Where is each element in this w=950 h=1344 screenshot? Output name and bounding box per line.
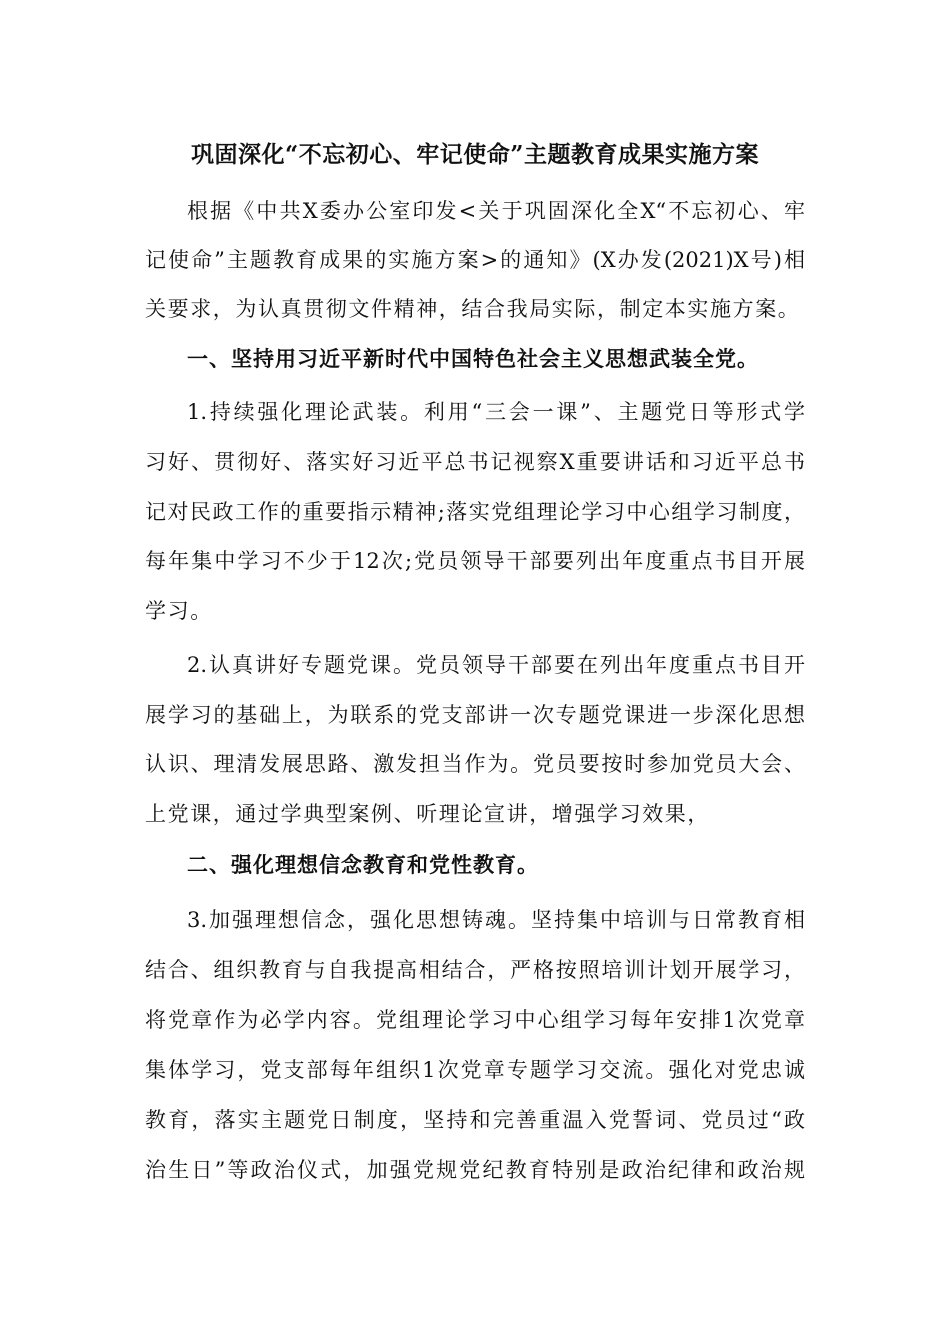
- paragraph-line: 记使命”主题教育成果的实施方案>的通知》(X办发(2021)X号)相: [145, 248, 805, 272]
- paragraph-line: 学习。: [145, 599, 213, 623]
- section-heading-2: 二、强化理想信念教育和党性教育。: [187, 852, 539, 877]
- paragraph-line: 上党课，通过学典型案例、听理论宣讲，增强学习效果，: [145, 802, 710, 826]
- section-heading-1: 一、坚持用习近平新时代中国特色社会主义思想武装全党。: [187, 346, 759, 371]
- paragraph-line: 关要求，为认真贯彻文件精神，结合我局实际，制定本实施方案。: [145, 297, 801, 321]
- paragraph-line: 根据《中共X委办公室印发<关于巩固深化全X“不忘初心、牢: [187, 199, 805, 223]
- paragraph-line: 记对民政工作的重要指示精神;落实党组理论学习中心组学习制度，: [145, 500, 805, 524]
- paragraph-line: 将党章作为必学内容。党组理论学习中心组学习每年安排1次党章: [145, 1008, 805, 1032]
- paragraph-line: 集体学习，党支部每年组织1次党章专题学习交流。强化对党忠诚: [145, 1058, 805, 1082]
- paragraph-line: 认识、理清发展思路、激发担当作为。党员要按时参加党员大会、: [145, 752, 805, 776]
- paragraph-line: 3.加强理想信念，强化思想铸魂。坚持集中培训与日常教育相: [187, 908, 805, 932]
- paragraph-line: 结合、组织教育与自我提高相结合，严格按照培训计划开展学习，: [145, 958, 805, 982]
- paragraph-line: 治生日”等政治仪式，加强党规党纪教育特别是政治纪律和政治规: [145, 1158, 805, 1182]
- paragraph-line: 习好、贯彻好、落实好习近平总书记视察X重要讲话和习近平总书: [145, 450, 805, 474]
- paragraph-line: 教育，落实主题党日制度，坚持和完善重温入党誓词、党员过“政: [145, 1108, 805, 1132]
- paragraph-line: 每年集中学习不少于12次;党员领导干部要列出年度重点书目开展: [145, 549, 805, 573]
- document-title: 巩固深化“不忘初心、牢记使命”主题教育成果实施方案: [191, 141, 759, 168]
- paragraph-line: 1.持续强化理论武装。利用“三会一课”、主题党日等形式学: [187, 400, 805, 424]
- paragraph-line: 2.认真讲好专题党课。党员领导干部要在列出年度重点书目开: [187, 653, 805, 677]
- paragraph-line: 展学习的基础上，为联系的党支部讲一次专题党课进一步深化思想: [145, 703, 805, 727]
